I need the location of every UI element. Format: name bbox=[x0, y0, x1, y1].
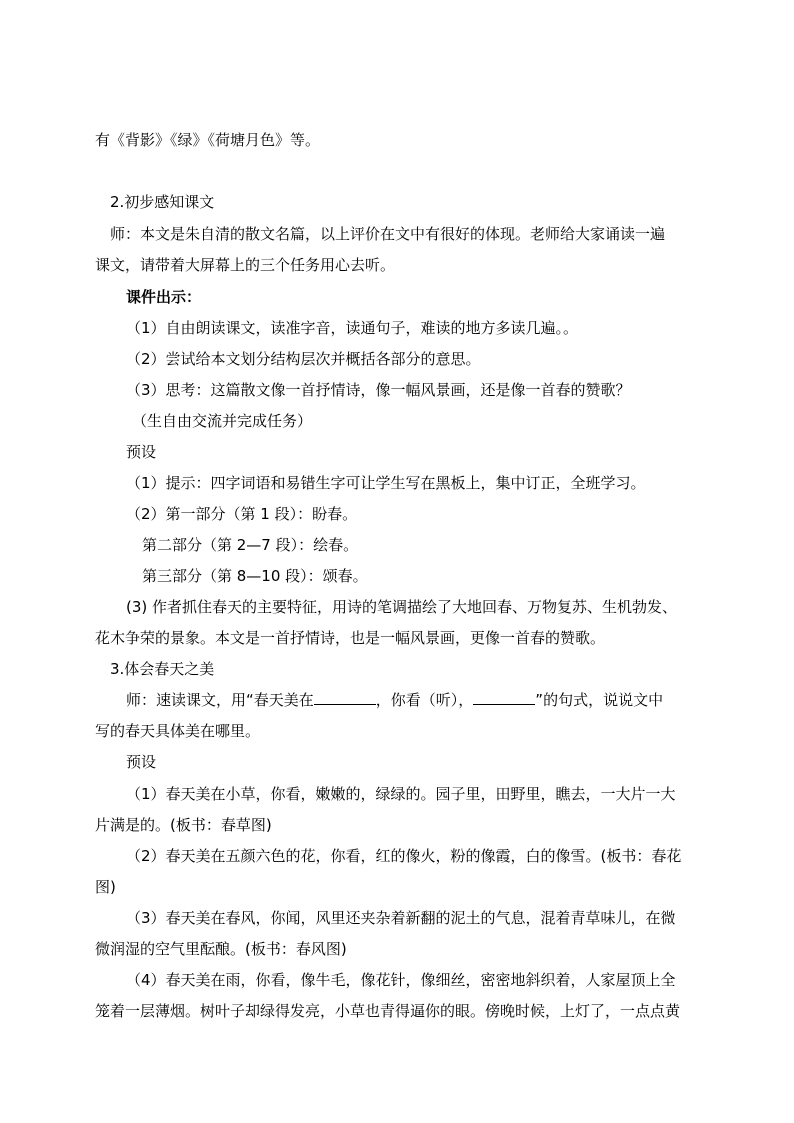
text-line: 有《背影》《绿》《荷塘月色》等。 bbox=[95, 131, 321, 149]
answer-item: （3）春天美在春风，你闻，风里还夹杂着新翻的泥土的气息，混着青草味儿，在微 bbox=[126, 909, 676, 927]
preset-label: 预设 bbox=[126, 753, 157, 771]
slide-label: 课件出示： bbox=[126, 288, 202, 306]
text-line: 写的春天具体美在哪里。 bbox=[95, 722, 261, 740]
text-line: 师：本文是朱自清的散文名篇，以上评价在文中有很好的体现。老师给大家诵读一遍 bbox=[110, 225, 666, 243]
text-line: 图) bbox=[95, 878, 116, 896]
task-item: （2）尝试给本文划分结构层次并概括各部分的意思。 bbox=[126, 350, 481, 368]
teacher-prompt-part3: ”的句式，说说文中 bbox=[535, 691, 664, 709]
task-item: （1）自由朗读课文，读准字音，读通句子，难读的地方多读几遍。。 bbox=[126, 319, 579, 337]
answer-item: 第三部分（第 8—10 段）：颂春。 bbox=[142, 567, 368, 585]
answer-item: （2）第一部分（第 1 段）：盼春。 bbox=[126, 505, 358, 523]
teacher-prompt-part2: ，你看（听）， bbox=[375, 691, 474, 709]
answer-item: （2）春天美在五颜六色的花，你看，红的像火，粉的像霞，白的像雪。(板书：春花 bbox=[126, 847, 682, 865]
teacher-prompt bbox=[126, 690, 663, 710]
answer-item: （1）春天美在小草，你看，嫩嫩的，绿绿的。园子里，田野里，瞧去，一大片一大 bbox=[126, 785, 676, 803]
text-line: 微润湿的空气里酝酿。(板书：春风图) bbox=[95, 940, 347, 958]
answer-item: （1）提示：四字词语和易错生字可让学生写在黑板上，集中订正，全班学习。 bbox=[126, 474, 646, 492]
text-line: （生自由交流并完成任务） bbox=[132, 412, 313, 430]
answer-item: 第二部分（第 2—7 段）：绘春。 bbox=[142, 536, 359, 554]
fill-blank bbox=[473, 690, 535, 705]
text-line: 花木争荣的景象。本文是一首抒情诗，也是一幅风景画，更像一首春的赞歌。 bbox=[95, 629, 606, 647]
preset-label: 预设 bbox=[126, 443, 157, 461]
text-line: 片满是的。(板书：春草图) bbox=[95, 816, 272, 834]
fill-blank bbox=[314, 690, 376, 705]
answer-item: （4）春天美在雨，你看，像牛毛，像花针，像细丝，密密地斜织着，人家屋顶上全 bbox=[126, 971, 676, 989]
section-heading: 2.初步感知课文 bbox=[110, 193, 215, 211]
text-line: 笼着一层薄烟。树叶子却绿得发亮，小草也青得逼你的眼。傍晚时候，上灯了，一点点黄 bbox=[95, 1002, 681, 1020]
answer-item: (3) 作者抓住春天的主要特征，用诗的笔调描绘了大地回春、万物复苏、生机勃发、 bbox=[126, 598, 678, 616]
teacher-prompt-part1: 师：速读课文，用“春天美在 bbox=[126, 691, 314, 709]
section-heading: 3.体会春天之美 bbox=[110, 660, 215, 678]
task-item: （3）思考：这篇散文像一首抒情诗，像一幅风景画，还是像一首春的赞歌？ bbox=[126, 381, 631, 399]
text-line: 课文，请带着大屏幕上的三个任务用心去听。 bbox=[95, 256, 396, 274]
